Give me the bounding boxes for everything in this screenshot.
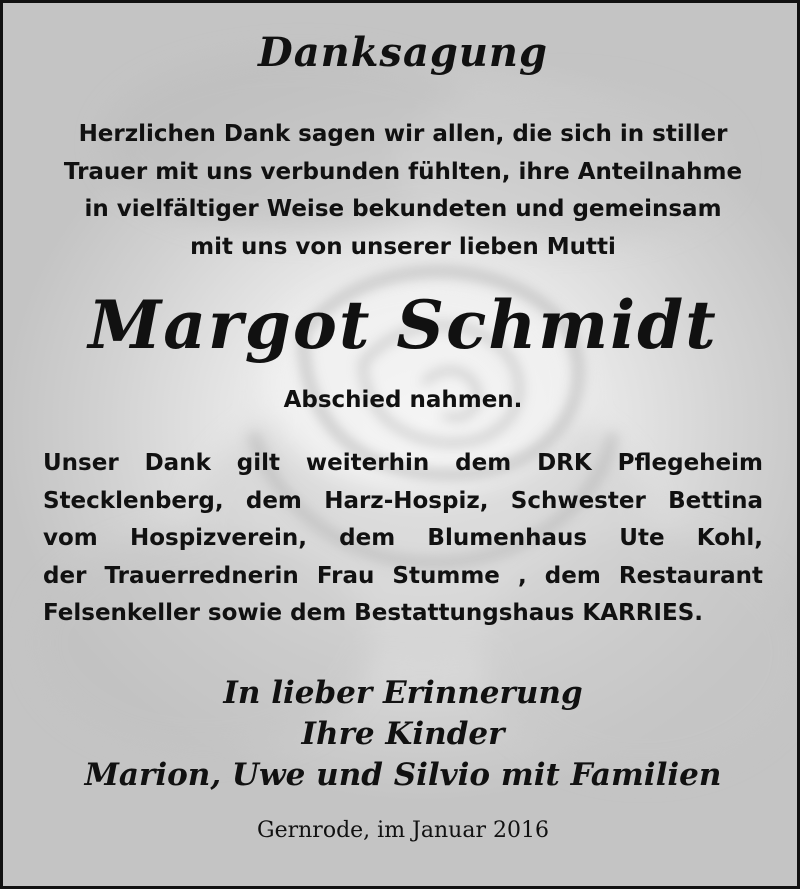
- thanks-line: vom Hospizverein, dem Blumenhaus Ute Kohl,: [43, 525, 763, 551]
- farewell-text: Abschied nahmen.: [283, 387, 523, 413]
- intro-line: Trauer mit uns verbunden fühlten, ihre Anteilnahme: [63, 158, 743, 185]
- thanks-line: der Trauerrednerin Frau Stumme , dem Restaurant: [43, 562, 763, 589]
- intro-line: mit uns von unserer lieben Mutti: [190, 233, 616, 260]
- closing-line: In lieber Erinnerung: [223, 675, 583, 711]
- thanks-line: Unser Dank gilt weiterhin dem DRK Pflegeheim: [43, 450, 763, 476]
- closing-line: Marion, Uwe und Silvio mit Familien: [84, 757, 722, 793]
- place-date: Gernrode, im Januar 2016: [257, 818, 549, 843]
- notice-title: Danksagung: [258, 29, 548, 76]
- intro-line: in vielfältiger Weise bekundeten und gemeinsam: [84, 196, 722, 222]
- thanks-paragraph: [43, 445, 763, 633]
- closing-signature: [3, 673, 800, 796]
- closing-line: Ihre Kinder: [301, 716, 505, 752]
- thanks-line: Stecklenberg, dem Harz-Hospiz, Schwester Bettina: [43, 487, 763, 514]
- intro-line: Herzlichen Dank sagen wir allen, die sich in stiller: [78, 121, 728, 147]
- intro-paragraph: [31, 116, 775, 266]
- thanks-line: Felsenkeller sowie dem Bestattungshaus KARRIES.: [43, 600, 703, 626]
- deceased-name: Margot Schmidt: [88, 286, 718, 364]
